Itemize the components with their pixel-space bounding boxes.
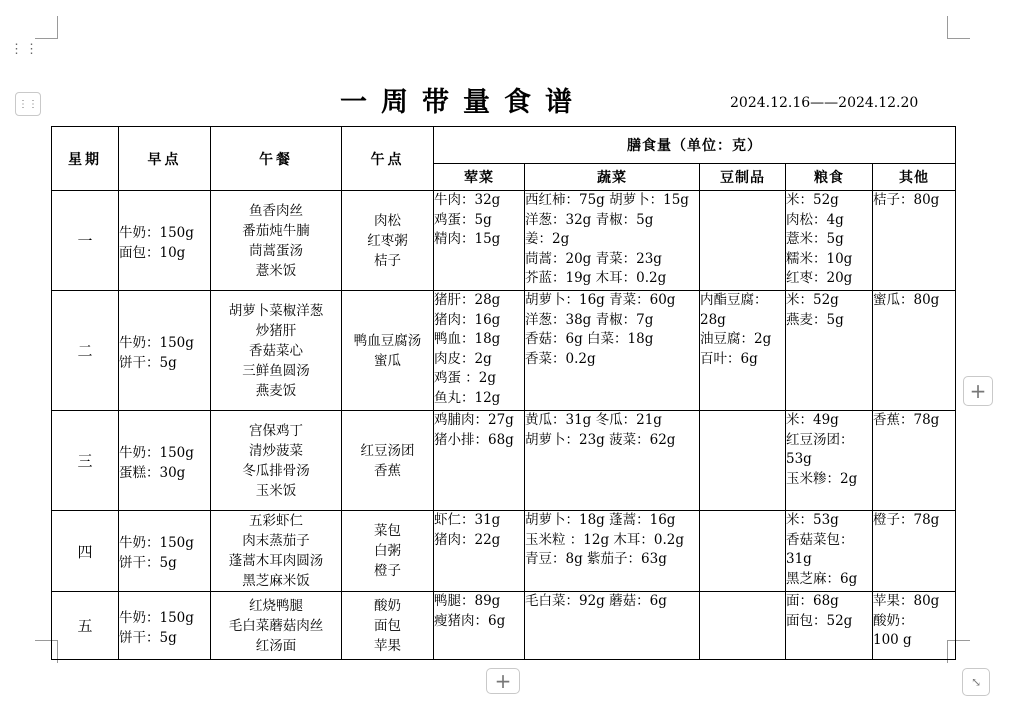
- breakfast-cell: [119, 511, 211, 592]
- cell-line: 宫保鸡丁: [249, 422, 303, 439]
- cell-line: 炒猪肝: [255, 322, 297, 339]
- menu-rows: [52, 191, 956, 660]
- soy-cell: [700, 411, 786, 511]
- cell-line: 肉松：4g: [786, 211, 844, 228]
- weekday-cell: 二: [52, 291, 119, 411]
- lunch-cell: [211, 592, 342, 660]
- cell-line: 苹果: [374, 637, 401, 654]
- cell-line: 猪肝：28g: [434, 292, 501, 308]
- cell-line: 白粥: [374, 543, 401, 559]
- cell-line: 红枣粥: [367, 232, 408, 249]
- cell-line: 香蕉：78g: [873, 412, 940, 428]
- cell-line: 毛白菜蘑菇肉丝: [228, 617, 324, 634]
- weekday-cell: 三: [52, 411, 119, 511]
- vegetable-cell: [525, 511, 700, 592]
- cell-line: 饼干：5g: [119, 555, 177, 571]
- grain-cell: [786, 411, 873, 511]
- grain-cell: [786, 191, 873, 291]
- menu-table: [51, 126, 956, 660]
- meat-cell: [434, 411, 525, 511]
- cell-line: 饼干：5g: [119, 629, 177, 646]
- cell-line: 米：52g: [786, 292, 839, 308]
- cell-line: 胡萝卜菜椒洋葱: [228, 302, 324, 319]
- table-row: [52, 592, 956, 660]
- lunch-cell: [211, 411, 342, 511]
- cell-line: 洋葱：32g 青椒：5g: [525, 211, 654, 228]
- cell-line: 玉米饭: [255, 482, 297, 499]
- cell-line: 红豆汤团: [360, 442, 415, 459]
- other-cell: [873, 592, 956, 660]
- cell-line: 玉米糁：2g: [786, 470, 858, 487]
- cell-line: 桔子：80g: [873, 192, 940, 208]
- add-row-button[interactable]: +: [486, 668, 520, 694]
- lunch-cell: [211, 191, 342, 291]
- cell-line: 香菇菜包：: [786, 531, 854, 548]
- cell-line: 红枣：20g: [786, 270, 853, 286]
- snack-cell: [342, 291, 434, 411]
- cell-line: 鱼丸：12g: [434, 389, 501, 406]
- table-handle-icon[interactable]: ⋮⋮: [15, 92, 41, 116]
- lunch-cell: [211, 511, 342, 592]
- snack-cell: [342, 191, 434, 291]
- cell-line: 黑芝麻：6g: [786, 570, 858, 587]
- header-breakfast: 早点: [119, 127, 211, 191]
- cell-line: 香菇菜心: [249, 342, 303, 359]
- cell-line: 胡萝卜：18g 蓬蒿：16g: [525, 512, 676, 528]
- cell-line: 蓬蒿木耳肉圆汤: [228, 553, 324, 569]
- cell-line: 猪肉：16g: [434, 311, 501, 328]
- cell-line: 黄瓜：31g 冬瓜：21g: [525, 412, 662, 428]
- cell-line: 红豆汤团：: [786, 431, 854, 448]
- cell-line: 糯米：10g: [786, 250, 853, 267]
- cell-line: 100 g: [873, 632, 912, 648]
- cell-line: 牛肉：32g: [434, 192, 501, 208]
- cell-line: 姜：2g: [525, 231, 570, 247]
- cell-line: 红烧鸭腿: [249, 597, 303, 614]
- weekday-cell: 五: [52, 592, 119, 660]
- header-snack: 午点: [342, 127, 434, 191]
- header-grain: 粮食: [786, 164, 873, 191]
- cell-line: 面包：52g: [786, 612, 853, 629]
- cell-line: 鱼香肉丝: [249, 202, 303, 219]
- vegetable-cell: [525, 291, 700, 411]
- cell-line: 桔子: [374, 252, 401, 269]
- cell-line: 瘦猪肉：6g: [434, 612, 506, 629]
- table-row: [52, 511, 956, 592]
- cell-line: 蛋糕：30g: [119, 464, 186, 481]
- resize-table-icon[interactable]: ⤡: [962, 668, 990, 696]
- cell-line: 28g: [700, 311, 726, 328]
- meat-cell: [434, 592, 525, 660]
- cell-line: 香菇：6g 白菜：18g: [525, 331, 654, 347]
- cell-line: 薏米：5g: [786, 231, 844, 247]
- cell-line: 茼蒿：20g 青菜：23g: [525, 250, 662, 267]
- cell-line: 西红柿：75g 胡萝卜：15g: [525, 192, 689, 208]
- header-intake: 膳食量（单位：克）: [434, 127, 956, 164]
- header-other: 其他: [873, 164, 956, 191]
- cell-line: 茼蒿蛋汤: [249, 242, 303, 259]
- cell-line: 香蕉: [374, 462, 401, 479]
- cell-line: 鸭血：18g: [434, 331, 501, 347]
- weekday-cell: 四: [52, 511, 119, 592]
- cell-line: 三鲜鱼圆汤: [242, 362, 310, 379]
- cell-line: 燕麦饭: [255, 382, 297, 399]
- breakfast-cell: [119, 411, 211, 511]
- vegetable-cell: [525, 411, 700, 511]
- vegetable-cell: [525, 592, 700, 660]
- cell-line: 精肉：15g: [434, 231, 501, 247]
- header-soy: 豆制品: [700, 164, 786, 191]
- cell-line: 酸奶: [374, 597, 401, 614]
- cell-line: 胡萝卜：16g 青菜：60g: [525, 292, 676, 308]
- cell-line: 猪肉：22g: [434, 531, 501, 548]
- other-cell: [873, 411, 956, 511]
- other-cell: [873, 511, 956, 592]
- cell-line: 黑芝麻米饭: [242, 573, 310, 589]
- table-row: [52, 291, 956, 411]
- cell-line: 薏米饭: [255, 262, 297, 279]
- page-corner-mark: [35, 16, 58, 39]
- breakfast-cell: [119, 291, 211, 411]
- header-lunch: 午餐: [211, 127, 342, 191]
- cell-line: 燕麦：5g: [786, 311, 844, 328]
- table-row: [52, 411, 956, 511]
- cell-line: 鸭腿：89g: [434, 593, 501, 609]
- cell-line: 虾仁：31g: [434, 512, 501, 528]
- cell-line: 牛奶：150g: [119, 334, 194, 351]
- cell-line: 31g: [786, 551, 812, 567]
- cell-line: 米：49g: [786, 412, 839, 428]
- soy-cell: [700, 592, 786, 660]
- cell-line: 芥蓝：19g 木耳：0.2g: [525, 270, 667, 286]
- soy-cell: [700, 511, 786, 592]
- other-cell: [873, 291, 956, 411]
- meat-cell: [434, 291, 525, 411]
- cell-line: 53g: [786, 451, 812, 467]
- date-range: 2024.12.16——2024.12.20: [730, 95, 919, 111]
- cell-line: 米：52g: [786, 192, 839, 208]
- header-vegetable: 蔬菜: [525, 164, 700, 191]
- cell-line: 橙子: [374, 563, 401, 579]
- cell-line: 内酯豆腐：: [700, 292, 768, 308]
- cell-line: 番茄炖牛腩: [242, 222, 310, 239]
- cell-line: 苹果：80g: [873, 593, 940, 609]
- grain-cell: [786, 511, 873, 592]
- cell-line: 米：53g: [786, 512, 839, 528]
- cell-line: 鸭血豆腐汤: [353, 332, 422, 349]
- cell-line: 牛奶：150g: [119, 535, 194, 551]
- soy-cell: [700, 191, 786, 291]
- grain-cell: [786, 592, 873, 660]
- page-corner-mark: [947, 16, 970, 39]
- cell-line: 清炒菠菜: [249, 442, 303, 459]
- cell-line: 蜜瓜：80g: [873, 292, 940, 308]
- drag-handle-icon[interactable]: ⋮⋮: [10, 42, 40, 57]
- cell-line: 面包: [374, 617, 401, 634]
- add-column-button[interactable]: +: [963, 376, 993, 406]
- cell-line: 牛奶：150g: [119, 444, 194, 461]
- cell-line: 百叶：6g: [700, 350, 758, 367]
- grain-cell: [786, 291, 873, 411]
- cell-line: 饼干：5g: [119, 354, 177, 371]
- weekday-cell: 一: [52, 191, 119, 291]
- snack-cell: [342, 592, 434, 660]
- cell-line: 肉末蒸茄子: [242, 533, 310, 549]
- cell-line: 面包：10g: [119, 244, 186, 261]
- cell-line: 鸡蛋 ：2g: [434, 370, 497, 386]
- cell-line: 鸡蛋：5g: [434, 211, 492, 228]
- snack-cell: [342, 511, 434, 592]
- cell-line: 肉皮：2g: [434, 350, 492, 367]
- cell-line: 油豆腐：2g: [700, 331, 772, 347]
- cell-line: 蜜瓜: [374, 352, 401, 369]
- vegetable-cell: [525, 191, 700, 291]
- cell-line: 玉米粒 ：12g 木耳：0.2g: [525, 531, 685, 548]
- header-weekday: 星期: [52, 127, 119, 191]
- cell-line: 毛白菜：92g 蘑菇：6g: [525, 593, 667, 609]
- breakfast-cell: [119, 592, 211, 660]
- soy-cell: [700, 291, 786, 411]
- snack-cell: [342, 411, 434, 511]
- cell-line: 青豆：8g 紫茄子：63g: [525, 551, 667, 567]
- cell-line: 牛奶：150g: [119, 224, 194, 241]
- table-row: [52, 191, 956, 291]
- meat-cell: [434, 191, 525, 291]
- cell-line: 洋葱：38g 青椒：7g: [525, 311, 654, 328]
- meat-cell: [434, 511, 525, 592]
- cell-line: 红汤面: [255, 637, 297, 654]
- cell-line: 五彩虾仁: [249, 513, 303, 529]
- cell-line: 酸奶：: [873, 612, 914, 629]
- cell-line: 冬瓜排骨汤: [242, 462, 310, 479]
- cell-line: 面：68g: [786, 593, 839, 609]
- cell-line: 菜包: [374, 523, 401, 539]
- header-meat: 荤菜: [434, 164, 525, 191]
- cell-line: 猪小排：68g: [434, 431, 514, 448]
- lunch-cell: [211, 291, 342, 411]
- cell-line: 橙子：78g: [873, 512, 940, 528]
- cell-line: 肉松: [374, 212, 401, 229]
- other-cell: [873, 191, 956, 291]
- cell-line: 牛奶：150g: [119, 609, 194, 626]
- document-title: 一周带量食谱: [340, 87, 586, 118]
- breakfast-cell: [119, 191, 211, 291]
- cell-line: 鸡脯肉：27g: [434, 412, 514, 428]
- cell-line: 胡萝卜：23g 菠菜：62g: [525, 431, 676, 448]
- cell-line: 香菜：0.2g: [525, 350, 596, 367]
